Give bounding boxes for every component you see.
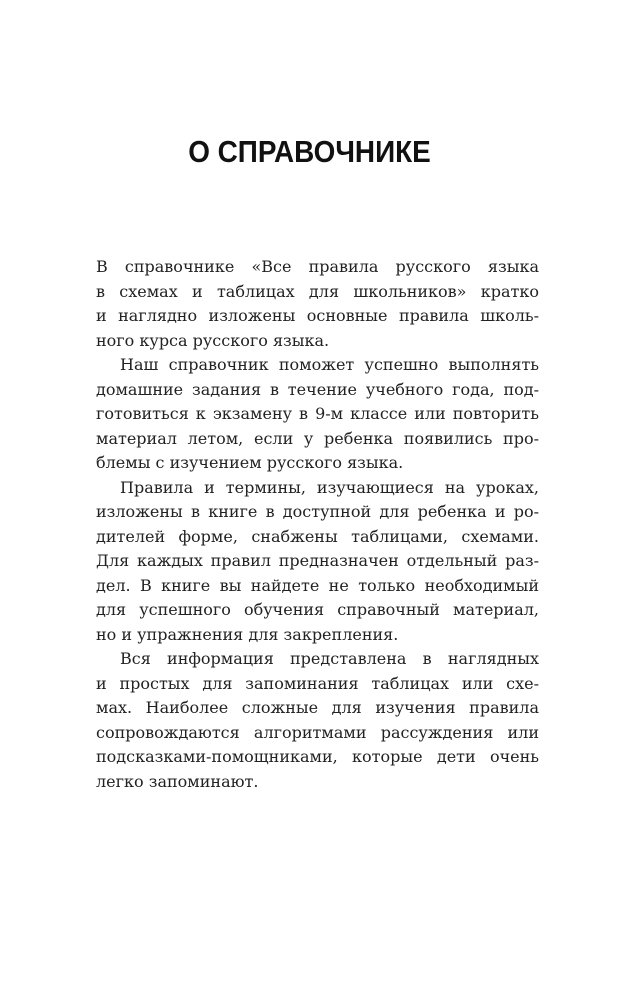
text-line: изложены в книге в доступной для ребенка и ро- — [96, 502, 539, 521]
text-line: домашние задания в течение учебного года, под- — [96, 379, 539, 399]
page-title: О СПРАВОЧНИКЕ — [188, 134, 431, 169]
text-line: Для каждых правил предназначен отдельный раз- — [96, 551, 539, 570]
paragraph — [96, 476, 539, 648]
text-line: и простых для запоминания таблицах или схе- — [96, 673, 539, 693]
paragraph — [96, 353, 539, 476]
text-line: мах. Наиболее сложные для изучения правила — [96, 698, 539, 717]
text-line: подсказками-помощниками, которые дети очень — [96, 747, 539, 766]
paragraph — [96, 647, 539, 794]
text-line: для успешного обучения справочный материал, — [96, 600, 539, 619]
body-text — [96, 255, 539, 794]
text-line: и наглядно изложены основные правила школь- — [96, 306, 539, 325]
text-line: в схемах и таблицах для школьников» кратко — [96, 281, 539, 301]
text-line: сопровождаются алгоритмами рассуждения или — [96, 722, 539, 742]
text-line: Наш справочник поможет успешно выполнять — [120, 355, 539, 374]
paragraph — [96, 255, 539, 353]
text-line: дел. В книге вы найдете не только необходимый — [96, 575, 539, 595]
text-line: дителей форме, снабжены таблицами, схемами. — [96, 526, 539, 546]
text-line: В справочнике «Все правила русского языка — [96, 257, 539, 276]
text-line: ного курса русского языка. — [96, 330, 330, 350]
text-line: легко запоминают. — [96, 771, 259, 791]
text-line: Вся информация представлена в наглядных — [120, 649, 539, 668]
text-line: Правила и термины, изучающиеся на уроках, — [120, 477, 539, 497]
text-line: готовиться к экзамену в 9-м классе или повторить — [96, 404, 539, 423]
text-line: материал летом, если у ребенка появились про- — [96, 428, 539, 448]
text-line: но и упражнения для закрепления. — [96, 624, 399, 644]
text-line: блемы с изучением русского языка. — [96, 453, 404, 472]
